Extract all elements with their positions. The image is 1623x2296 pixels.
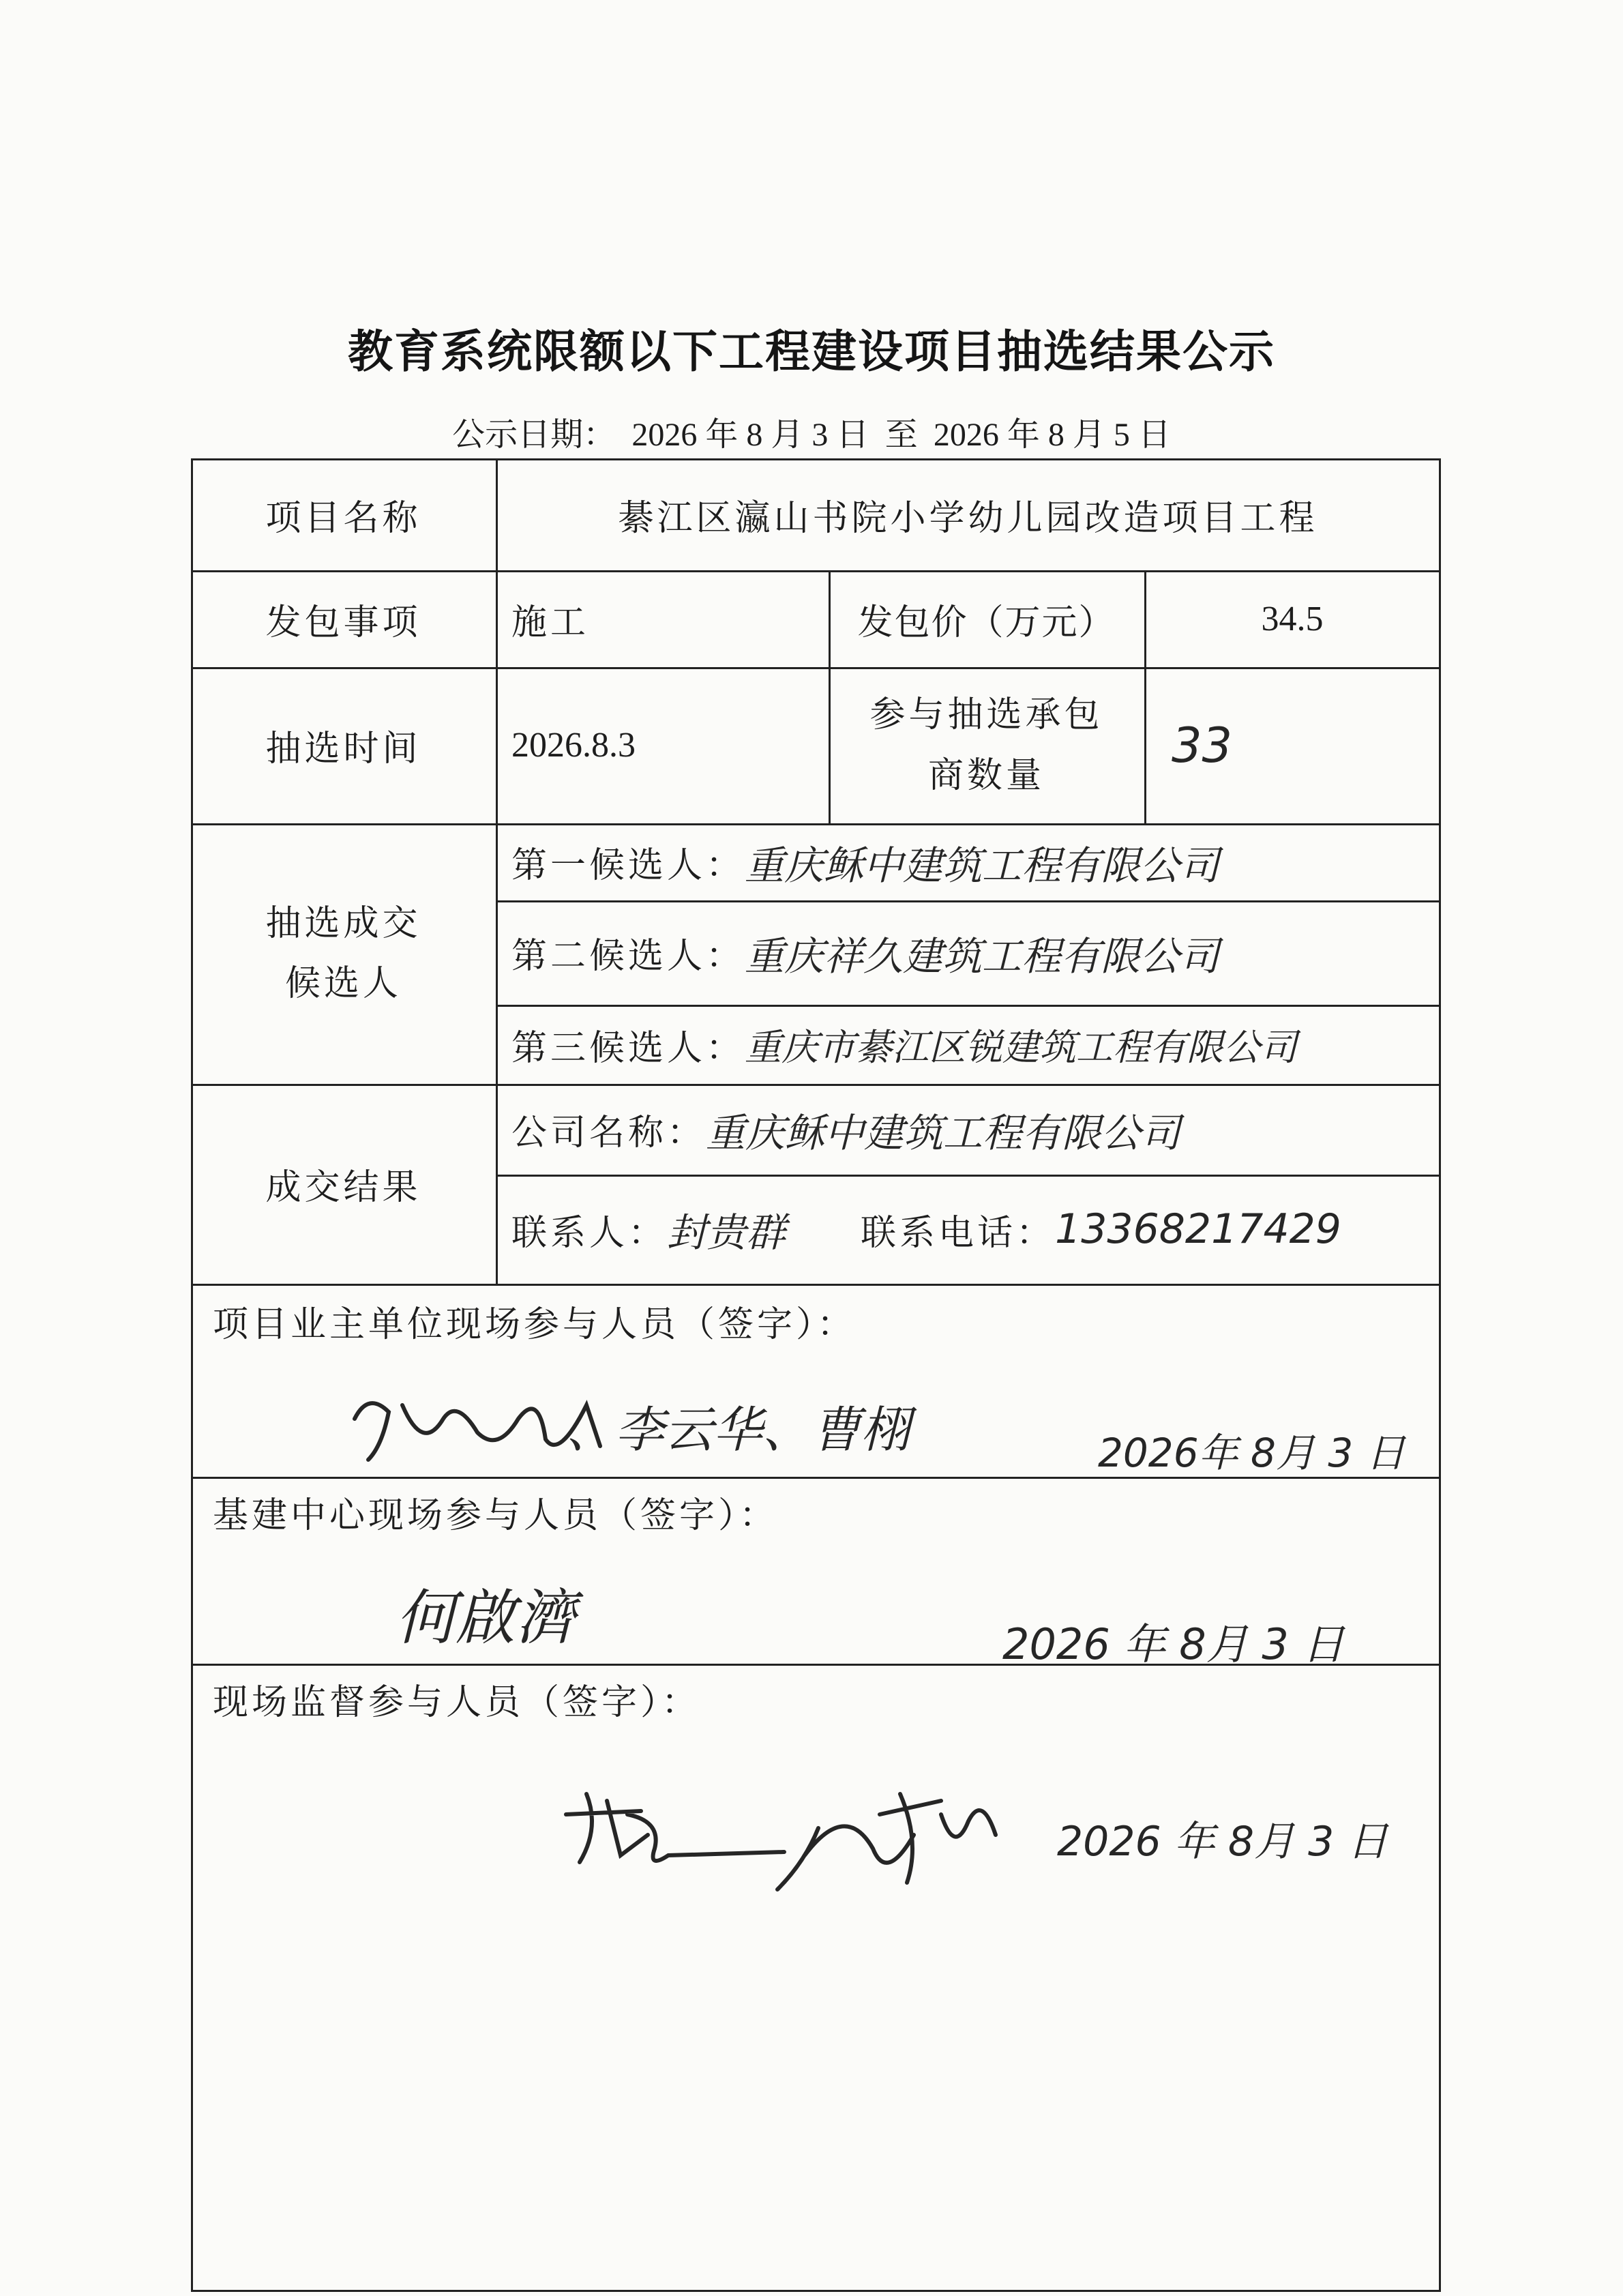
dates-label: 公示日期： — [452, 415, 616, 454]
contractor-count-label-line2: 商数量 — [927, 754, 1045, 796]
phone-value: 13368217429 — [1055, 1205, 1341, 1253]
infrastructure-signature-label: 基建中心现场参与人员（签字）： — [213, 1495, 779, 1536]
candidates-label-line2: 候选人 — [284, 963, 402, 1004]
contact-name: 封贵群 — [667, 1209, 786, 1256]
contract-item-label: 发包事项 — [265, 602, 421, 643]
contractor-count-value: 33 — [1172, 717, 1233, 774]
publicity-dates — [0, 408, 1623, 455]
candidate-3-label: 第三候选人： — [511, 1027, 745, 1069]
supervision-signature-date: 2026 年 8月 3 日 — [1057, 1818, 1388, 1866]
candidate-2-label: 第二候选人： — [511, 936, 745, 977]
candidate-1-name: 重庆稣中建筑工程有限公司 — [745, 842, 1220, 889]
supervision-signature-label: 现场监督参与人员（签字）： — [213, 1681, 701, 1723]
price-value: 34.5 — [1261, 599, 1324, 638]
candidate-2-name: 重庆祥久建筑工程有限公司 — [745, 932, 1220, 980]
supervision-signatures — [559, 1773, 1037, 1903]
date-to: 2026 年 8 月 5 日 — [933, 417, 1171, 453]
contact-label: 联系人： — [511, 1212, 668, 1254]
owner-signature-date: 2026年 8月 3 日 — [1098, 1430, 1405, 1476]
date-to-word: 至 — [884, 415, 918, 454]
candidate-3 — [511, 1005, 1439, 1084]
page-title: 教育系统限额以下工程建设项目抽选结果公示 — [348, 325, 1275, 378]
candidates-label-line1: 抽选成交 — [265, 902, 421, 944]
phone-label: 联系电话： — [861, 1212, 1056, 1254]
contractor-count-label — [829, 667, 1144, 823]
candidate-1 — [511, 823, 1439, 900]
candidate-3-name: 重庆市綦江区锐建筑工程有限公司 — [745, 1025, 1298, 1069]
draw-time-value: 2026.8.3 — [511, 726, 636, 765]
project-name-label: 项目名称 — [265, 497, 421, 539]
infrastructure-signature-names: 何啟濟 — [396, 1583, 576, 1653]
result-contact — [511, 1175, 1439, 1284]
result-company — [511, 1084, 1439, 1175]
owner-signature-label: 项目业主单位现场参与人员（签字）： — [213, 1304, 857, 1345]
draw-time-label: 抽选时间 — [265, 728, 421, 769]
table-border-bottom — [191, 2290, 1441, 2292]
date-from: 2026 年 8 月 3 日 — [631, 417, 869, 453]
contract-item-value: 施工 — [511, 602, 590, 643]
candidate-2 — [511, 900, 1439, 1005]
result-label: 成交结果 — [265, 1167, 421, 1208]
infrastructure-signature-date: 2026 年 8月 3 日 — [1002, 1619, 1345, 1669]
company-label: 公司名称： — [511, 1113, 706, 1153]
price-label: 发包价（万元） — [857, 602, 1116, 643]
contractor-count-label-line1: 参与抽选承包 — [869, 694, 1103, 736]
company-name: 重庆稣中建筑工程有限公司 — [706, 1109, 1181, 1156]
owner-signature-names: 、李云华、曹栩 — [566, 1401, 910, 1458]
candidate-1-label: 第一候选人： — [511, 845, 745, 886]
project-name-value: 綦江区瀛山书院小学幼儿园改造项目工程 — [618, 497, 1318, 539]
candidates-label — [191, 823, 496, 1084]
